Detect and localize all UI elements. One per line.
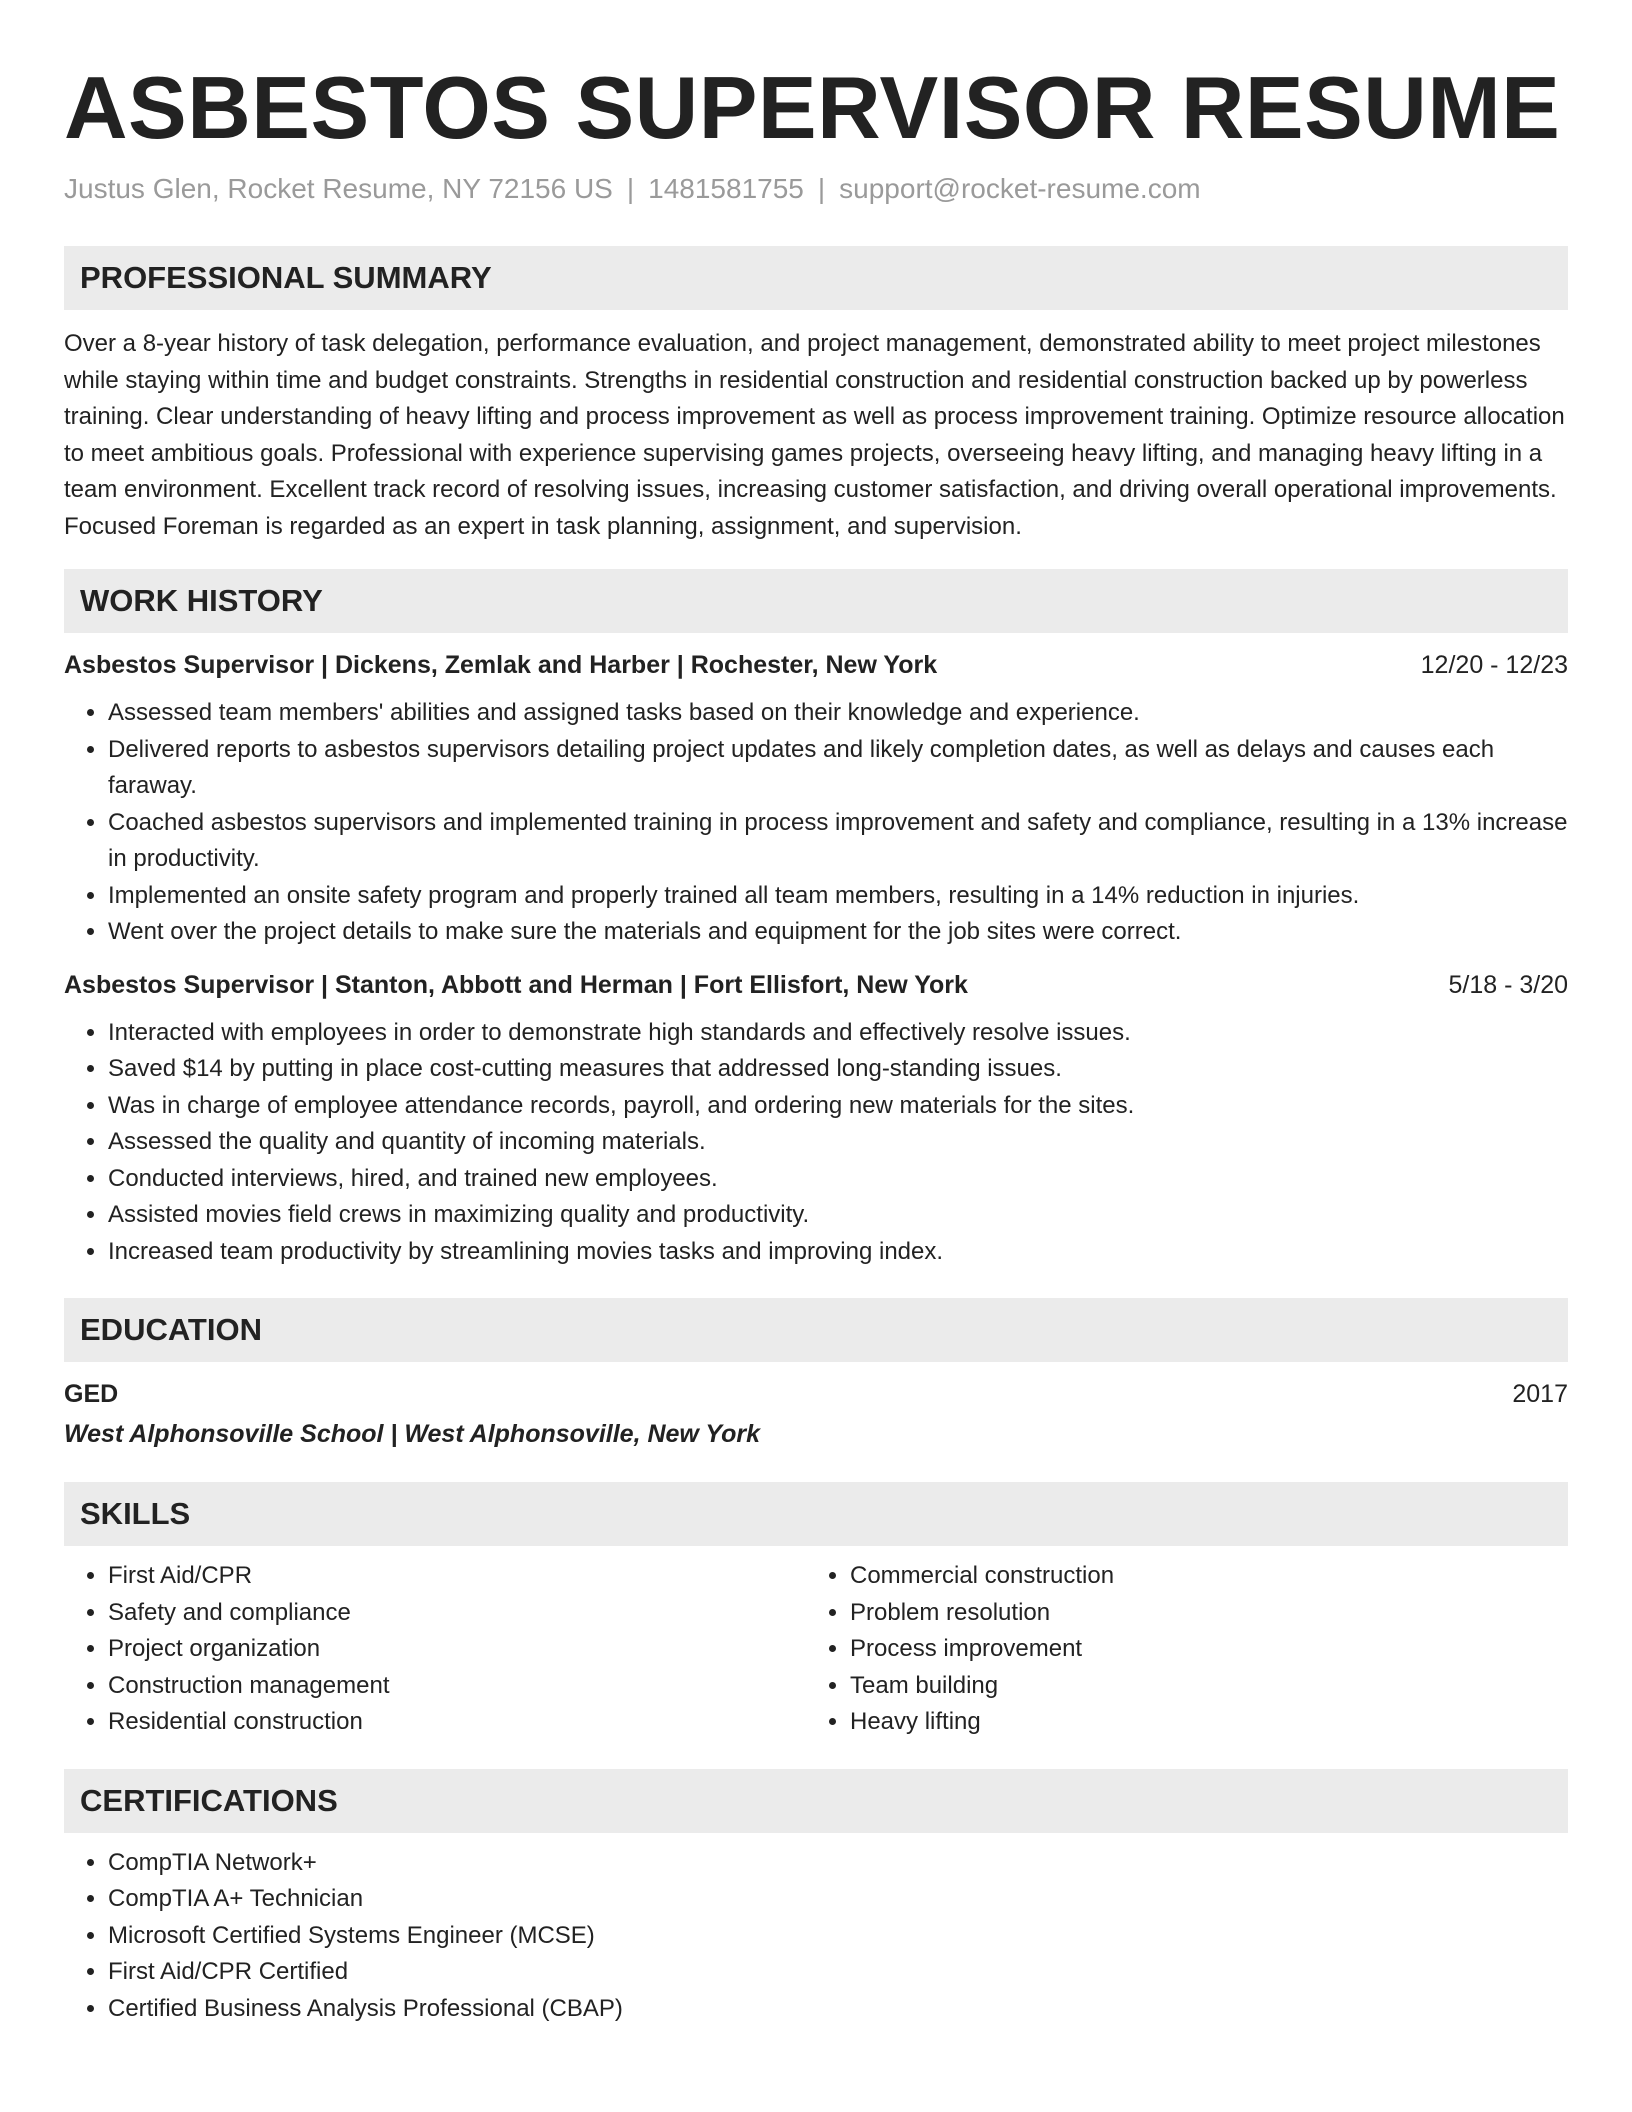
job-title: Asbestos Supervisor | Stanton, Abbott and Herman | Fort Ellisfort, New York — [64, 970, 968, 999]
list-item: • Problem resolution — [850, 1595, 1548, 1632]
list-item: • CompTIA Network+ — [108, 1845, 1568, 1882]
contact-email[interactable]: support@rocket-resume.com — [839, 173, 1201, 204]
job-entry — [64, 967, 1568, 1271]
list-item: • Was in charge of employee attendance records, payroll, and ordering new materials for the sites. — [108, 1088, 1568, 1125]
section-heading-certifications: CERTIFICATIONS — [64, 1769, 1568, 1833]
list-item: • First Aid/CPR Certified — [108, 1954, 1568, 1991]
list-item: • Interacted with employees in order to demonstrate high standards and effectively resolve issues. — [108, 1015, 1568, 1052]
list-item: • Commercial construction — [850, 1558, 1548, 1595]
list-item: • Assisted movies field crews in maximizing quality and productivity. — [108, 1197, 1568, 1234]
list-item: • Construction management — [108, 1668, 806, 1705]
job-bullets — [64, 695, 1568, 951]
contact-phone: 1481581755 — [648, 173, 804, 204]
list-item: • Heavy lifting — [850, 1704, 1548, 1741]
section-heading-education: EDUCATION — [64, 1298, 1568, 1362]
contact-separator: | — [626, 173, 635, 204]
contact-separator: | — [817, 173, 826, 204]
list-item: • Safety and compliance — [108, 1595, 806, 1632]
skills-columns — [64, 1558, 1568, 1741]
list-item: • First Aid/CPR — [108, 1558, 806, 1595]
list-item: • Residential construction — [108, 1704, 806, 1741]
resume-title: ASBESTOS SUPERVISOR RESUME — [64, 58, 1561, 157]
contact-address: Justus Glen, Rocket Resume, NY 72156 US — [64, 173, 613, 204]
summary-text: Over a 8-year history of task delegation, performance evaluation, and project management, demonstrated ability to meet project milestones while staying within time and budget constraints. Strengths in residential construction and residential construction backed up by powerless training. Clear understanding of heavy lifting and process improvement as well as process improvement training. Optimize resource allocation to meet ambitious goals. Professional with experience supervising games projects, overseeing heavy lifting, and managing heavy lifting in a team environment. Excellent track record of resolving issues, increasing customer satisfaction, and driving overall operational improvements. Focused Foreman is regarded as an expert in task planning, assignment, and supervision. — [64, 330, 1565, 540]
list-item: • Coached asbestos supervisors and implemented training in process improvement and safety and compliance, resulting in a 13% increase in productivity. — [108, 805, 1568, 878]
job-title: Asbestos Supervisor | Dickens, Zemlak and Harber | Rochester, New York — [64, 651, 938, 679]
list-item: • Conducted interviews, hired, and trained new employees. — [108, 1161, 1568, 1198]
job-header — [64, 647, 1568, 683]
contact-line — [64, 172, 1568, 206]
education-year: 2017 — [1512, 1380, 1568, 1408]
list-item: • Assessed the quality and quantity of incoming materials. — [108, 1124, 1568, 1161]
education-header — [64, 1376, 1568, 1412]
job-dates: 5/18 - 3/20 — [1448, 970, 1568, 999]
list-item: • Project organization — [108, 1631, 806, 1668]
list-item: • Delivered reports to asbestos supervisors detailing project updates and likely completion dates, as well as delays and causes each faraway. — [108, 732, 1568, 805]
education-school: West Alphonsoville School | West Alphonsoville, New York — [64, 1420, 761, 1448]
list-item: • Team building — [850, 1668, 1548, 1705]
list-item: • Increased team productivity by streamlining movies tasks and improving index. — [108, 1234, 1568, 1271]
resume-page — [64, 0, 1568, 2027]
skills-list-right — [806, 1558, 1548, 1741]
education-degree: GED — [64, 1380, 119, 1408]
list-item: • Microsoft Certified Systems Engineer (MCSE) — [108, 1918, 1568, 1955]
list-item: • CompTIA A+ Technician — [108, 1881, 1568, 1918]
skills-list-left — [64, 1558, 806, 1741]
section-heading-work-history: WORK HISTORY — [64, 569, 1568, 633]
list-item: • Assessed team members' abilities and assigned tasks based on their knowledge and experience. — [108, 695, 1568, 732]
section-heading-summary: PROFESSIONAL SUMMARY — [64, 246, 1568, 310]
job-bullets — [64, 1015, 1568, 1271]
list-item: • Implemented an onsite safety program and properly trained all team members, resulting in a 14% reduction in injuries. — [108, 878, 1568, 915]
certifications-list — [64, 1845, 1568, 2028]
job-dates: 12/20 - 12/23 — [1420, 651, 1568, 679]
section-heading-skills: SKILLS — [64, 1482, 1568, 1546]
list-item: • Certified Business Analysis Professional (CBAP) — [108, 1991, 1568, 2028]
job-header — [64, 967, 1568, 1003]
list-item: • Saved $14 by putting in place cost-cutting measures that addressed long-standing issues. — [108, 1051, 1568, 1088]
list-item: • Went over the project details to make sure the materials and equipment for the job sites were correct. — [108, 914, 1568, 951]
job-entry — [64, 647, 1568, 951]
list-item: • Process improvement — [850, 1631, 1548, 1668]
